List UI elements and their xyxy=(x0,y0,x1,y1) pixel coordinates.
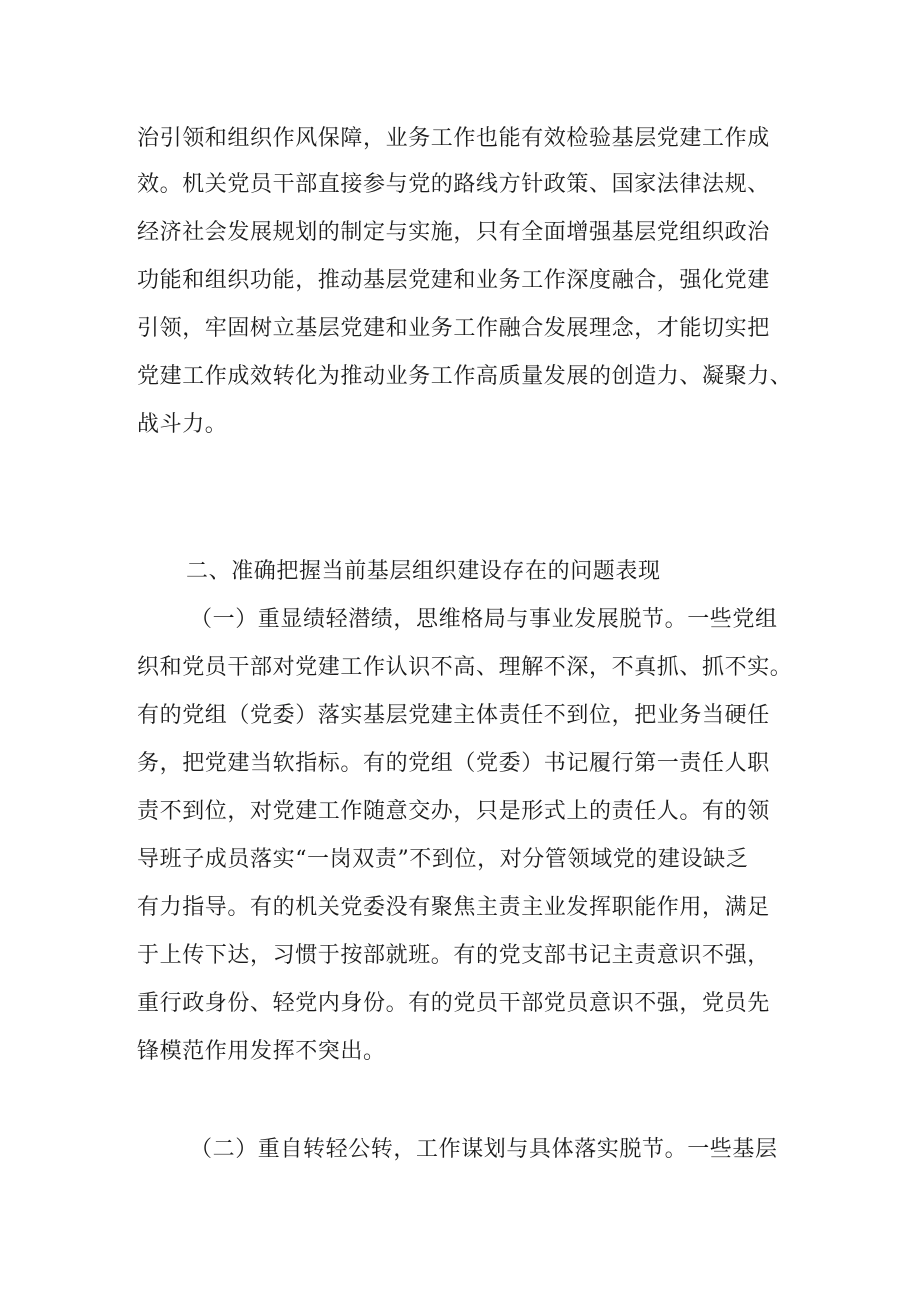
paragraph-line: 战斗力。 xyxy=(137,412,228,437)
paragraph-line: 织和党员干部对党建工作认识不高、理解不深，不真抓、抓不实。 xyxy=(137,655,793,680)
paragraph-line: 重行政身份、轻党内身份。有的党员干部党员意识不强，党员先 xyxy=(137,991,770,1016)
section-heading: 二、准确把握当前基层组织建设存在的问题表现 xyxy=(186,559,661,584)
paragraph-line: （二）重自转轻公转，工作谋划与具体落实脱节。一些基层 xyxy=(190,1137,778,1162)
paragraph-line: 引领，牢固树立基层党建和业务工作融合发展理念，才能切实把 xyxy=(137,316,770,341)
paragraph-line: 经济社会发展规划的制定与实施，只有全面增强基层党组织政治 xyxy=(137,220,770,245)
paragraph-line: 效。机关党员干部直接参与党的路线方针政策、国家法律法规、 xyxy=(137,172,770,197)
paragraph-line: 治引领和组织作风保障，业务工作也能有效检验基层党建工作成 xyxy=(137,126,770,151)
paragraph-line: 功能和组织功能，推动基层党建和业务工作深度融合，强化党建 xyxy=(137,268,770,293)
paragraph-line: 务，把党建当软指标。有的党组（党委）书记履行第一责任人职 xyxy=(137,751,770,776)
paragraph-line: 锋模范作用发挥不突出。 xyxy=(137,1039,386,1064)
paragraph-line: 党建工作成效转化为推动业务工作高质量发展的创造力、凝聚力、 xyxy=(137,364,793,389)
paragraph-line: 有力指导。有的机关党委没有聚焦主责主业发挥职能作用，满足 xyxy=(137,895,770,920)
paragraph-line: 于上传下达，习惯于按部就班。有的党支部书记主责意识不强， xyxy=(137,943,770,968)
paragraph-line: 导班子成员落实“一岗双责”不到位，对分管领域党的建设缺乏 xyxy=(137,847,749,872)
paragraph-line: 责不到位，对党建工作随意交办，只是形式上的责任人。有的领 xyxy=(137,799,770,824)
paragraph-line: 有的党组（党委）落实基层党建主体责任不到位，把业务当硬任 xyxy=(137,703,770,728)
paragraph-line: （一）重显绩轻潜绩，思维格局与事业发展脱节。一些党组 xyxy=(190,607,778,632)
